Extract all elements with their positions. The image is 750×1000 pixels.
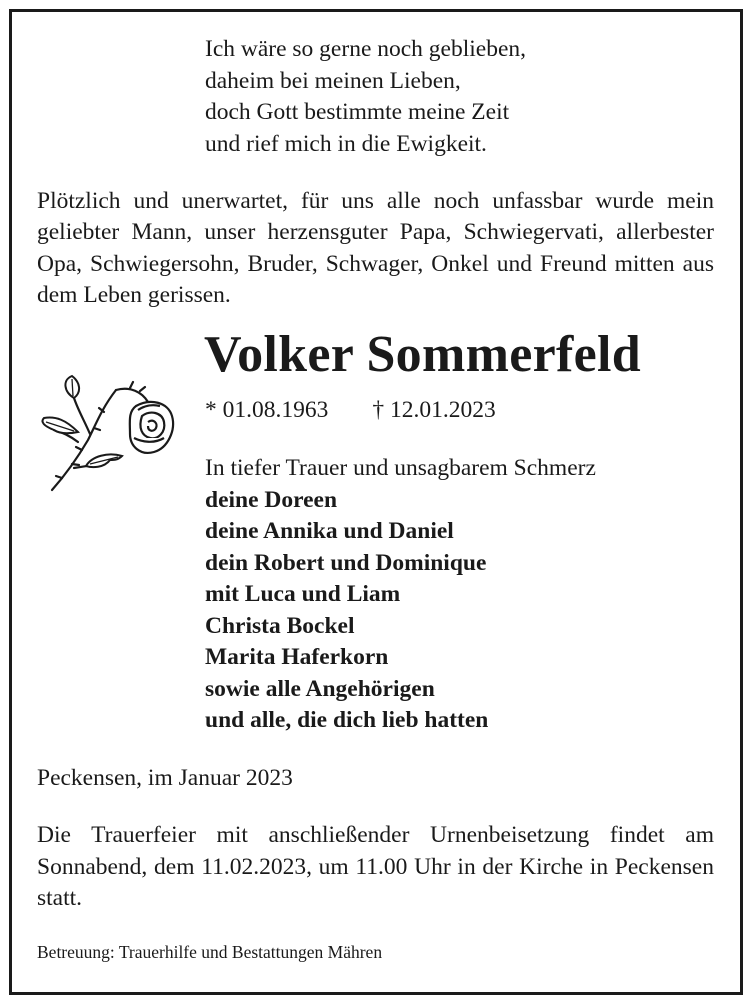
poem [205,34,625,160]
mourning-opening: In tiefer Trauer und unsagbarem Schmerz [205,455,596,481]
birth-date: * 01.08.1963 [205,397,329,423]
intro-paragraph: Plötzlich und unerwartet, für uns alle noch unfassbar wurde mein geliebter Mann, unser herzensguter Papa, Schwiegervati, allerbester Opa, Schwiegersohn, Bruder, Schwager, Onkel und Freund mitten aus dem Leben gerissen. [37,188,714,308]
rose-icon [38,372,178,496]
mourner-name: Marita Haferkorn [205,644,389,670]
mourner-name: und alle, die dich lieb hatten [205,707,489,733]
mourner-name: mit Luca und Liam [205,581,401,607]
mourner-names [205,485,596,737]
deceased-name: Volker Sommerfeld [204,326,641,383]
poem-line: Ich wäre so gerne noch geblieben, [205,36,527,62]
mourner-name: deine Annika und Daniel [205,518,454,544]
place-and-date: Peckensen, im Januar 2023 [37,765,293,791]
mourner-name: dein Robert und Dominique [205,549,487,576]
funeral-notice: Die Trauerfeier mit anschließender Urnenbeisetzung findet am Sonnabend, dem 11.02.2023, um 11.00 Uhr in der Kirche in Peckensen statt. [37,822,714,911]
poem-line: und rief mich in die Ewigkeit. [205,130,487,157]
mourner-name: Christa Bockel [205,612,355,639]
poem-line: doch Gott bestimmte meine Zeit [205,99,510,125]
mourners-block [205,453,596,737]
life-dates [205,397,496,424]
death-date: † 12.01.2023 [372,397,496,423]
mourner-name: sowie alle Angehörigen [205,675,435,702]
poem-line: daheim bei meinen Lieben, [205,67,461,94]
funeral-home-credit: Betreuung: Trauerhilfe und Bestattungen Mähren [37,942,383,962]
mourner-name: deine Doreen [205,486,338,513]
